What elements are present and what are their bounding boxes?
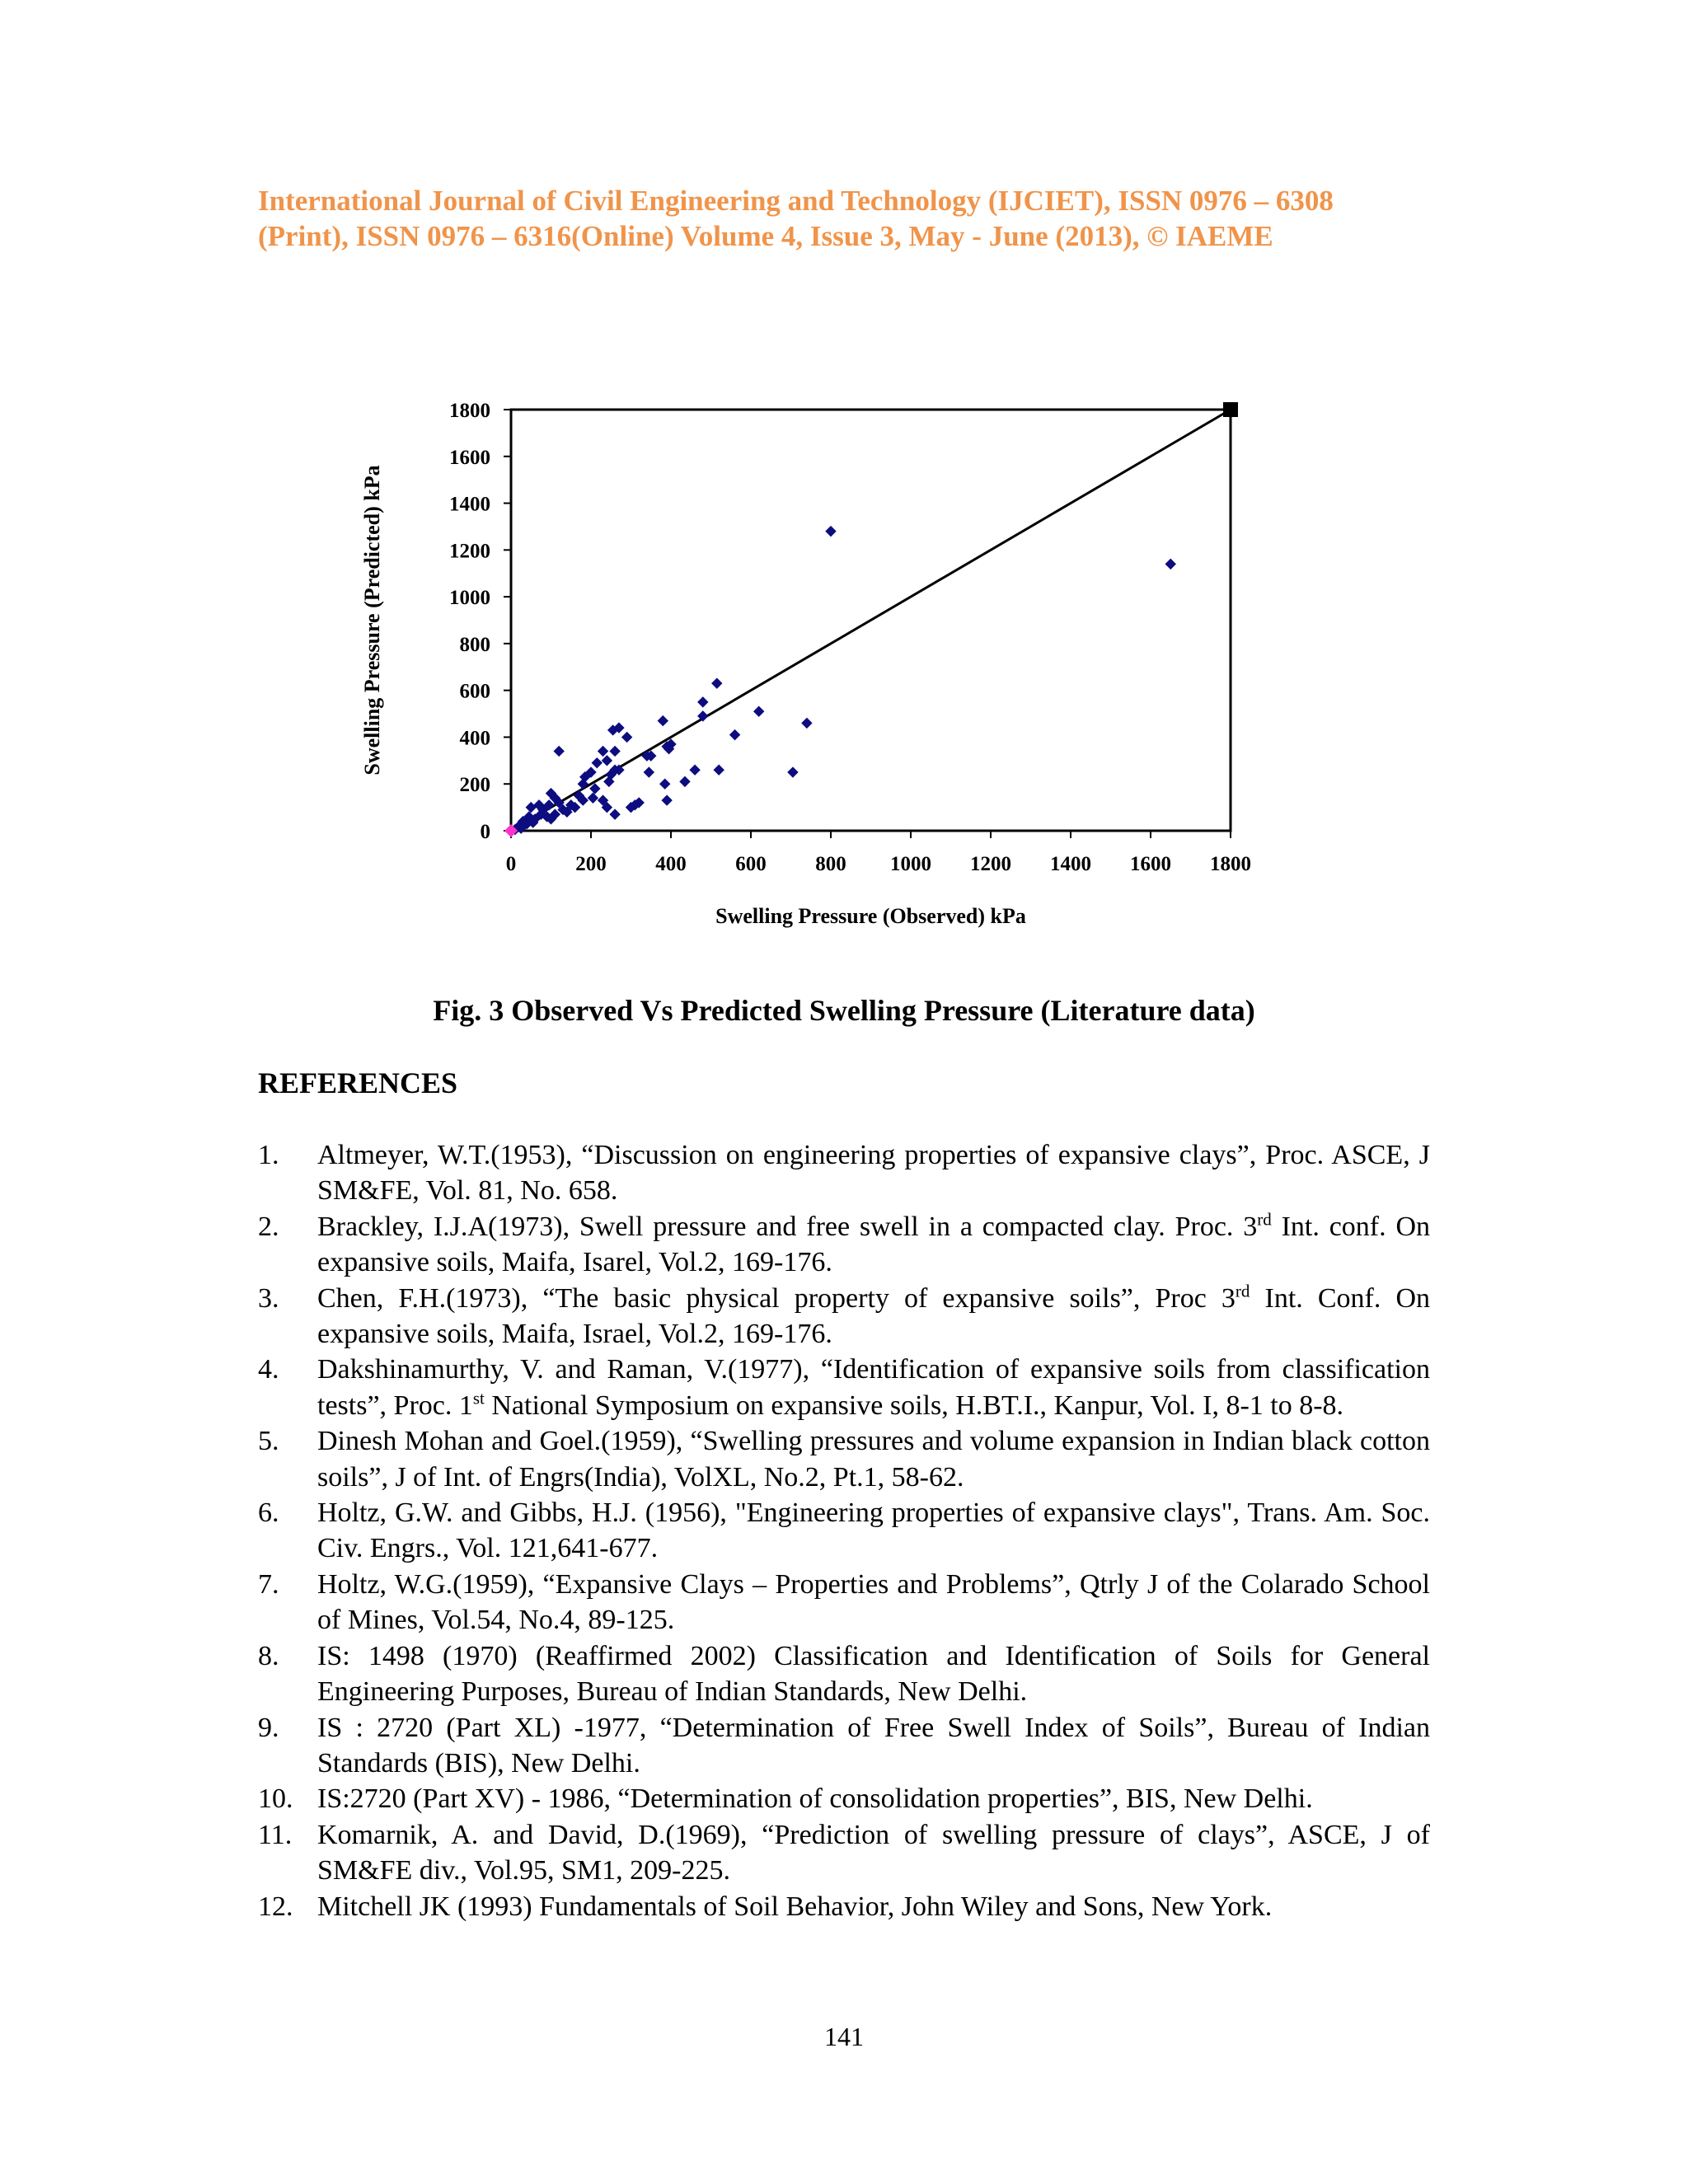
y-tick-label: 1800 — [449, 400, 490, 422]
data-point — [592, 758, 602, 768]
reference-text-part: Int. Conf. On expansive soils, Maifa, Israel, Vol.2, 169-176. — [317, 1282, 1430, 1350]
reference-text-part: National Symposium on expansive soils, H.BT.I., Kanpur, Vol. I, 8-1 to 8-8. — [484, 1390, 1344, 1421]
reference-text: Holtz, W.G.(1959), “Expansive Clays – Properties and Problems”, Qtrly J of the Colarado School of Mines, Vol.54, No.4, 89-125. — [317, 1568, 1430, 1636]
reference-text-part: Dakshinamurthy, V. and Raman, V.(1977), “Identification of expansive soils from classification tests”, Proc. 1 — [317, 1354, 1430, 1421]
line-end-marker — [1223, 402, 1238, 417]
data-point — [662, 795, 672, 805]
reference-text: IS : 2720 (Part XL) -1977, “Determination of Free Swell Index of Soils”, Bureau of Indian Standards (BIS), New Delhi. — [317, 1712, 1430, 1779]
reference-number: 6. — [258, 1497, 279, 1529]
x-axis-label: Swelling Pressure (Observed) kPa — [715, 904, 1026, 928]
reference-text-part: Int. conf. On expansive soils, Maifa, Isarel, Vol.2, 169-176. — [317, 1211, 1430, 1278]
data-point — [644, 767, 654, 777]
reference-number: 5. — [258, 1426, 279, 1457]
reference-text-part: Chen, F.H.(1973), “The basic physical property of expansive soils”, Proc 3 — [317, 1282, 1236, 1314]
reference-item — [258, 1137, 1430, 1209]
reference-number: 12. — [258, 1891, 293, 1922]
data-point — [658, 716, 668, 726]
reference-number: 3. — [258, 1282, 279, 1314]
scatter-chart — [346, 387, 1294, 948]
x-tick-label: 1200 — [970, 853, 1011, 875]
y-tick-label: 1200 — [449, 540, 490, 563]
y-tick-label: 1400 — [449, 493, 490, 516]
reference-text — [317, 1281, 1430, 1352]
reference-text: Altmeyer, W.T.(1953), “Discussion on engineering properties of expansive clays”, Proc. ASCE, J SM&FE, Vol. 81, No. 658. — [317, 1140, 1430, 1207]
x-tick-label: 200 — [575, 853, 607, 875]
y-tick-label: 0 — [480, 821, 490, 843]
reference-item — [258, 1817, 1430, 1889]
reference-item — [258, 1281, 1430, 1352]
data-point — [660, 779, 670, 789]
reference-item — [258, 1352, 1430, 1423]
reference-item — [258, 1781, 1430, 1816]
reference-item — [258, 1710, 1430, 1782]
x-tick-label: 600 — [735, 853, 767, 875]
data-point — [588, 793, 598, 803]
journal-header — [258, 183, 1445, 254]
reference-item — [258, 1889, 1430, 1924]
y-axis-label: Swelling Pressure (Predicted) kPa — [360, 465, 384, 776]
reference-item — [258, 1495, 1430, 1567]
x-tick-label: 0 — [505, 853, 517, 875]
figure-caption: Fig. 3 Observed Vs Predicted Swelling Pressure (Literature data) — [433, 994, 1255, 1027]
reference-number: 1. — [258, 1140, 279, 1170]
reference-number: 2. — [258, 1211, 279, 1242]
data-point — [730, 730, 740, 740]
y-tick-label: 400 — [459, 727, 490, 750]
reference-text: Holtz, G.W. and Gibbs, H.J. (1956), "Engineering properties of expansive clays", Trans. Am. Soc. Civ. Engrs., Vol. 121,641-677. — [317, 1497, 1430, 1564]
x-tick-label: 1600 — [1130, 853, 1171, 875]
reference-number: 11. — [258, 1819, 293, 1850]
data-point — [526, 803, 536, 813]
reference-item — [258, 1423, 1430, 1495]
data-point — [788, 767, 798, 777]
reference-item — [258, 1638, 1430, 1710]
data-point — [622, 732, 632, 742]
journal-header-line-2: (Print), ISSN 0976 – 6316(Online) Volume 4, Issue 3, May - June (2013), © IAEME — [258, 220, 1273, 252]
references-heading: REFERENCES — [258, 1066, 458, 1099]
data-point — [802, 718, 812, 728]
reference-number: 7. — [258, 1568, 279, 1600]
reference-text: IS: 1498 (1970) (Reaffirmed 2002) Classification and Identification of Soils for General Engineering Purposes, Bureau of Indian Standards, New Delhi. — [317, 1640, 1430, 1708]
reference-superscript: rd — [1257, 1209, 1272, 1230]
journal-header-line-1: International Journal of Civil Engineering and Technology (IJCIET), ISSN 0976 – 6308 — [258, 185, 1334, 217]
data-point — [554, 746, 564, 756]
x-tick-label: 1800 — [1210, 853, 1251, 875]
data-point — [680, 776, 690, 786]
page-number: 141 — [824, 2022, 864, 2051]
x-tick-label: 800 — [815, 853, 846, 875]
reference-number: 9. — [258, 1712, 279, 1743]
reference-text-part: Brackley, I.J.A(1973), Swell pressure and free swell in a compacted clay. Proc. 3 — [317, 1211, 1258, 1242]
reference-text: Komarnik, A. and David, D.(1969), “Prediction of swelling pressure of clays”, ASCE, J of SM&FE div., Vol.95, SM1, 209-225. — [317, 1819, 1430, 1886]
reference-text — [317, 1352, 1430, 1423]
reference-number: 4. — [258, 1354, 279, 1385]
data-point — [610, 809, 620, 819]
reference-item — [258, 1567, 1430, 1638]
reference-number: 10. — [258, 1783, 293, 1815]
data-point — [698, 697, 708, 707]
data-point — [826, 527, 836, 537]
y-tick-label: 1000 — [449, 587, 490, 610]
reference-text: Dinesh Mohan and Goel.(1959), “Swelling pressures and volume expansion in Indian black cotton soils”, J of Int. of Engrs(India), VolXL, No.2, Pt.1, 58-62. — [317, 1426, 1430, 1493]
data-point — [602, 756, 612, 766]
reference-text — [317, 1209, 1430, 1281]
reference-number: 8. — [258, 1640, 279, 1671]
y-tick-label: 800 — [459, 633, 490, 656]
reference-text: Mitchell JK (1993) Fundamentals of Soil Behavior, John Wiley and Sons, New York. — [317, 1891, 1273, 1922]
reference-superscript: rd — [1235, 1281, 1250, 1301]
y-tick-label: 200 — [459, 774, 490, 797]
reference-superscript: st — [472, 1388, 485, 1408]
y-tick-label: 600 — [459, 680, 490, 703]
data-point — [1165, 559, 1175, 569]
data-point — [590, 784, 600, 794]
x-tick-label: 1400 — [1050, 853, 1091, 875]
x-tick-label: 1000 — [890, 853, 931, 875]
data-point — [610, 746, 620, 756]
data-point — [598, 746, 608, 756]
references-list — [258, 1137, 1430, 1924]
reference-text: IS:2720 (Part XV) - 1986, “Determination of consolidation properties”, BIS, New Delhi. — [317, 1783, 1313, 1815]
data-point — [712, 678, 722, 688]
data-point — [754, 706, 764, 716]
y-tick-label: 1600 — [449, 446, 490, 469]
reference-item — [258, 1209, 1430, 1281]
data-point — [690, 765, 700, 775]
data-point — [714, 765, 724, 775]
x-tick-label: 400 — [655, 853, 687, 875]
